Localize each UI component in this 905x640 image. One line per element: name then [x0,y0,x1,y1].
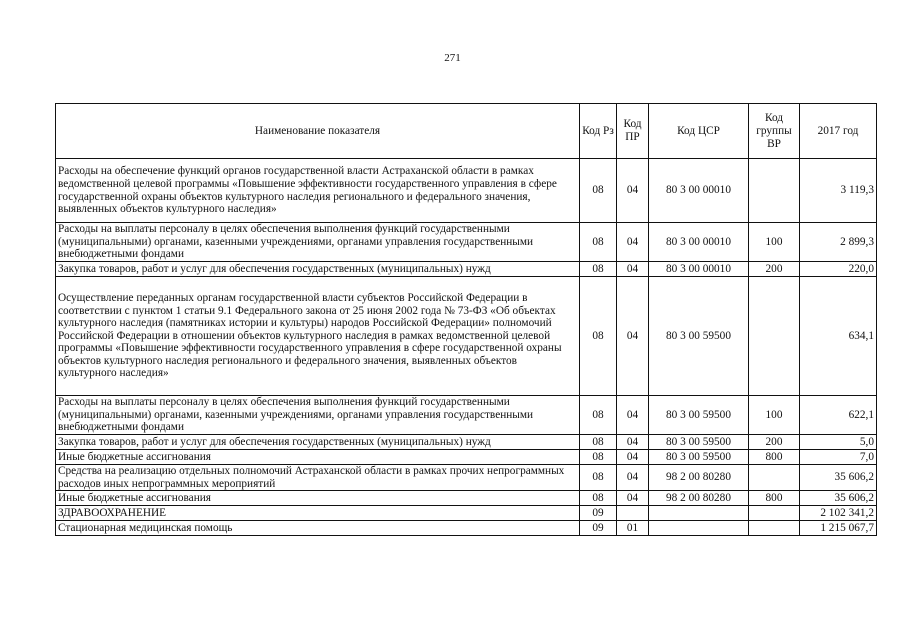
row-amount: 5,0 [800,435,877,450]
page-number: 271 [444,52,461,64]
row-rz: 09 [580,506,617,521]
row-name: Закупка товаров, работ и услуг для обеспечения государственных (муниципальных) нужд [56,435,580,450]
row-amount: 2 899,3 [800,223,877,262]
row-amount: 220,0 [800,262,877,277]
row-pr: 04 [617,435,649,450]
row-amount: 35 606,2 [800,491,877,506]
row-pr: 04 [617,450,649,465]
row-amount: 1 215 067,7 [800,521,877,536]
row-name: Стационарная медицинская помощь [56,521,580,536]
row-vr: 100 [749,223,800,262]
row-csr: 80 3 00 59500 [649,396,749,435]
row-vr: 200 [749,435,800,450]
header-csr: Код ЦСР [649,104,749,159]
row-pr [617,506,649,521]
table-row [56,435,877,450]
row-csr: 80 3 00 59500 [649,277,749,396]
table-row [56,521,877,536]
table-row [56,491,877,506]
row-name: Расходы на выплаты персоналу в целях обеспечения выполнения функций государственными (муниципальными) органами, казенными учреждениями, органами управления государственными внебюджетными фондами [56,396,580,435]
header-vr: Код группы ВР [749,104,800,159]
row-pr: 04 [617,277,649,396]
row-amount: 7,0 [800,450,877,465]
row-rz: 08 [580,159,617,223]
row-rz: 08 [580,450,617,465]
row-vr [749,277,800,396]
row-rz: 08 [580,262,617,277]
row-rz: 08 [580,491,617,506]
table-row [56,506,877,521]
row-amount: 634,1 [800,277,877,396]
row-pr: 04 [617,223,649,262]
row-pr: 04 [617,465,649,491]
row-name: Средства на реализацию отдельных полномочий Астраханской области в рамках прочих непрограммных расходов иных непрограммных мероприятий [56,465,580,491]
row-pr: 04 [617,159,649,223]
row-csr: 98 2 00 80280 [649,491,749,506]
row-amount: 3 119,3 [800,159,877,223]
row-csr [649,506,749,521]
row-vr [749,465,800,491]
table-row [56,159,877,223]
row-rz: 09 [580,521,617,536]
row-name: ЗДРАВООХРАНЕНИЕ [56,506,580,521]
table-header-row [56,104,877,159]
row-csr: 80 3 00 59500 [649,435,749,450]
row-amount: 622,1 [800,396,877,435]
row-pr: 01 [617,521,649,536]
row-vr: 200 [749,262,800,277]
row-pr: 04 [617,491,649,506]
header-pr: Код ПР [617,104,649,159]
row-name: Расходы на выплаты персоналу в целях обеспечения выполнения функций государственными (муниципальными) органами, казенными учреждениями, органами управления государственными внебюджетными фондами [56,223,580,262]
row-vr: 100 [749,396,800,435]
row-rz: 08 [580,435,617,450]
table-row [56,223,877,262]
row-csr: 80 3 00 59500 [649,450,749,465]
table-row [56,277,877,396]
table-row [56,465,877,491]
row-csr: 80 3 00 00010 [649,223,749,262]
table-row [56,262,877,277]
header-rz: Код Рз [580,104,617,159]
row-rz: 08 [580,465,617,491]
row-name: Расходы на обеспечение функций органов государственной власти Астраханской области в рамках ведомственной целевой программы «Повышение эффективности государственного управления в сфере государственной охраны объектов культурного наследия регионального и федерального значения, выявленных объектов культурного наследия» [56,159,580,223]
row-name: Иные бюджетные ассигнования [56,491,580,506]
row-rz: 08 [580,223,617,262]
row-amount: 2 102 341,2 [800,506,877,521]
row-csr [649,521,749,536]
row-amount: 35 606,2 [800,465,877,491]
row-rz: 08 [580,396,617,435]
row-vr [749,521,800,536]
row-vr [749,159,800,223]
table-row [56,396,877,435]
row-rz: 08 [580,277,617,396]
budget-table [55,103,877,536]
row-vr: 800 [749,491,800,506]
row-pr: 04 [617,262,649,277]
table-row [56,450,877,465]
row-csr: 80 3 00 00010 [649,159,749,223]
header-name: Наименование показателя [56,104,580,159]
row-vr [749,506,800,521]
row-csr: 98 2 00 80280 [649,465,749,491]
row-name: Закупка товаров, работ и услуг для обеспечения государственных (муниципальных) нужд [56,262,580,277]
row-name: Осуществление переданных органам государственной власти субъектов Российской Федерации в соответствии с пунктом 1 статьи 9.1 Федерального закона от 25 июня 2002 года № 73-ФЗ «Об объектах культурного наследия (памятниках истории и культуры) народов Российской Федерации» полномочий Российской Федерации в отношении объектов культурного наследия в рамках ведомственной целевой программы «Повышение эффективности государственного управления в сфере государственной охраны объектов культурного наследия регионального и федерального значения, выявленных объектов культурного наследия» [56,277,580,396]
row-csr: 80 3 00 00010 [649,262,749,277]
row-vr: 800 [749,450,800,465]
row-pr: 04 [617,396,649,435]
header-2017: 2017 год [800,104,877,159]
row-name: Иные бюджетные ассигнования [56,450,580,465]
